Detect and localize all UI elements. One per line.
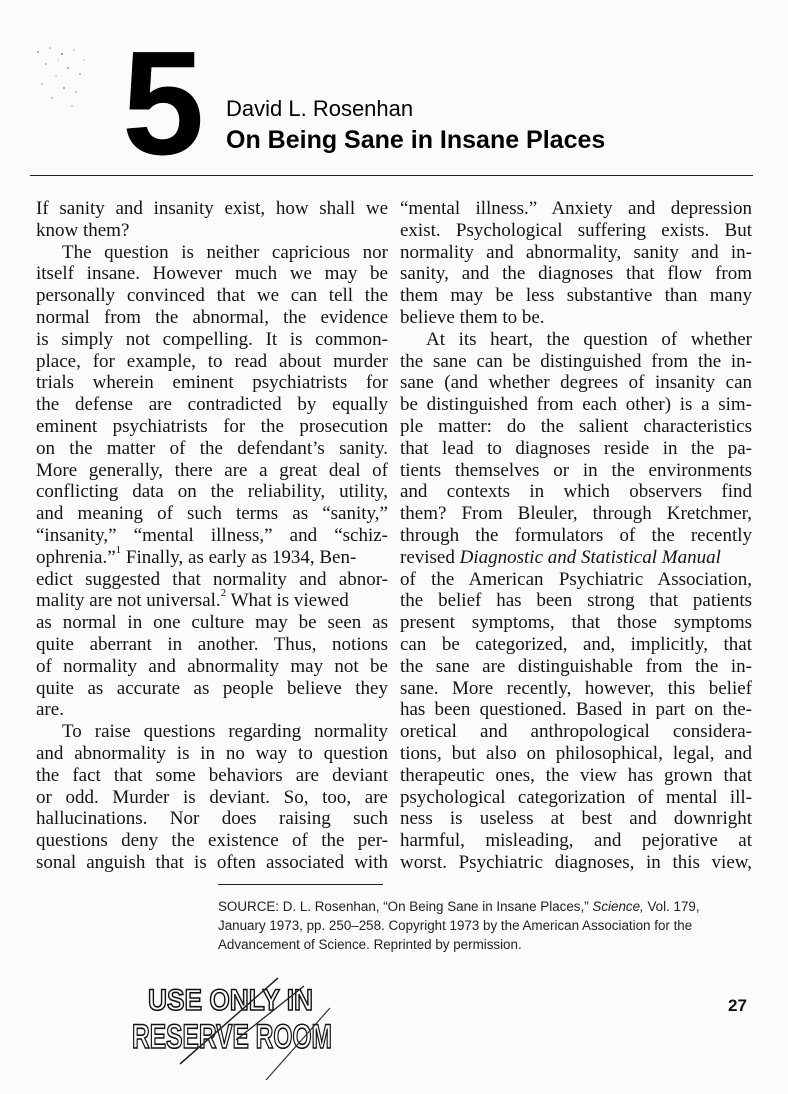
text-line: the sane can be distinguished from the in- — [400, 350, 752, 372]
text-line: “mental illness.” Anxiety and depression — [400, 198, 752, 219]
text-line: If sanity and insanity exist, how shall we — [36, 198, 388, 219]
text-line: questions deny the existence of the per- — [36, 830, 388, 852]
text-line: harmful, misleading, and pejorative at — [400, 830, 752, 852]
text-line: ple matter: do the salient characteristics — [400, 415, 752, 437]
text-line: and abnormality is in no way to question — [36, 742, 388, 764]
text-line: oretical and anthropological considera- — [400, 721, 752, 743]
text-line: At its heart, the question of whether — [426, 328, 752, 350]
text-line: as normal in one culture may be seen as — [36, 612, 388, 634]
stamp-line-1: USE ONLY IN — [148, 984, 313, 1017]
text-line: place, for example, to read about murder — [36, 350, 388, 372]
text-line: normal from the abnormal, the evidence — [36, 306, 388, 328]
text-line: sane (and whether degrees of insanity can — [400, 372, 752, 394]
text-line: eminent psychiatrists for the prosecution — [36, 415, 388, 437]
text-line: be distinguished from each other) is a sim- — [400, 394, 752, 416]
text-line: has been questioned. Based in part on the- — [400, 699, 752, 721]
chapter-title: On Being Sane in Insane Places — [226, 126, 606, 154]
source-line-1: SOURCE: D. L. Rosenhan, “On Being Sane in Insane Places,” Science, Vol. 179, — [218, 899, 700, 914]
text-line: on the matter of the defendant’s sanity. — [36, 437, 388, 459]
text-line: present symptoms, that those symptoms — [400, 612, 752, 634]
text-line: the belief has been strong that patients — [400, 590, 752, 612]
text-line: is simply not compelling. It is common- — [36, 328, 388, 350]
text-line: More generally, there are a great deal of — [36, 459, 388, 481]
left-text-column — [36, 198, 388, 874]
text-line: therapeutic ones, the view has grown that — [400, 764, 752, 786]
text-line: itself insane. However much we may be — [36, 263, 388, 285]
text-line: psychological categorization of mental ill- — [400, 786, 752, 808]
text-line: worst. Psychiatric diagnoses, in this view, — [400, 851, 752, 873]
text-line: sonal anguish that is often associated with — [36, 851, 388, 873]
text-line: tions, but also on philosophical, legal, and — [400, 742, 752, 764]
text-line: and meaning of such terms as “sanity,” — [36, 503, 388, 525]
source-line-3: Advancement of Science. Reprinted by permission. — [218, 937, 522, 952]
text-line: mality are not universal.$^2$ What is viewed — [36, 587, 349, 612]
text-line: conflicting data on the reliability, utility, — [36, 481, 388, 503]
library-reserve-stamp — [118, 968, 358, 1088]
text-line: tients themselves or in the environments — [400, 459, 752, 481]
text-line: The question is neither capricious nor — [62, 241, 388, 263]
scan-speckle — [28, 40, 108, 120]
text-line: them may be less substantive than many — [400, 285, 752, 307]
page-number: 27 — [728, 996, 747, 1015]
text-line: of normality and abnormality may not be — [36, 655, 388, 677]
header-rule — [30, 175, 753, 176]
text-line: “insanity,” “mental illness,” and “schiz- — [36, 524, 388, 546]
footnote-rule — [218, 884, 383, 885]
text-line: trials wherein eminent psychiatrists for — [36, 372, 388, 394]
text-line: ophrenia.”$^1$ Finally, as early as 1934, Ben- — [36, 543, 357, 568]
stamp-line-2: RESERVE ROOM — [132, 1018, 332, 1056]
text-line: them? From Bleuler, through Kretchmer, — [400, 503, 752, 525]
text-line: personally convinced that we can tell the — [36, 285, 388, 307]
text-line: that lead to diagnoses reside in the pa- — [400, 437, 752, 459]
text-line: know them? — [36, 219, 130, 241]
text-line: or odd. Murder is deviant. So, too, are — [36, 786, 388, 808]
text-line: quite aberrant in another. Thus, notions — [36, 633, 388, 655]
text-line: believe them to be. — [400, 306, 545, 328]
text-line: revised Diagnostic and Statistical Manual — [400, 546, 721, 568]
chapter-author: David L. Rosenhan — [226, 96, 414, 121]
text-line: sanity, and the diagnoses that flow from — [400, 263, 752, 285]
text-line: normality and abnormality, sanity and in- — [400, 241, 752, 263]
text-line: of the American Psychiatric Association, — [400, 568, 752, 590]
text-line: To raise questions regarding normality — [62, 721, 388, 743]
text-line: and contexts in which observers find — [400, 481, 752, 503]
text-line: the defense are contradicted by equally — [36, 394, 388, 416]
text-line: edict suggested that normality and abnor- — [36, 568, 388, 590]
text-line: the fact that some behaviors are deviant — [36, 764, 388, 786]
text-line: ness is useless at best and downright — [400, 808, 752, 830]
text-line: exist. Psychological suffering exists. But — [400, 219, 752, 241]
text-line: are. — [36, 699, 64, 721]
source-line-2: January 1973, pp. 250–258. Copyright 1973 by the American Association for the — [218, 918, 693, 933]
text-line: hallucinations. Nor does raising such — [36, 808, 388, 830]
text-line: sane. More recently, however, this belief — [400, 677, 752, 699]
source-note — [218, 897, 758, 954]
chapter-number: 5 — [122, 21, 205, 186]
right-text-column — [400, 198, 752, 874]
text-line: can be categorized, and, implicitly, that — [400, 633, 752, 655]
text-line: quite as accurate as people believe they — [36, 677, 388, 699]
text-line: the sane are distinguishable from the in- — [400, 655, 752, 677]
text-line: through the formulators of the recently — [400, 524, 752, 546]
